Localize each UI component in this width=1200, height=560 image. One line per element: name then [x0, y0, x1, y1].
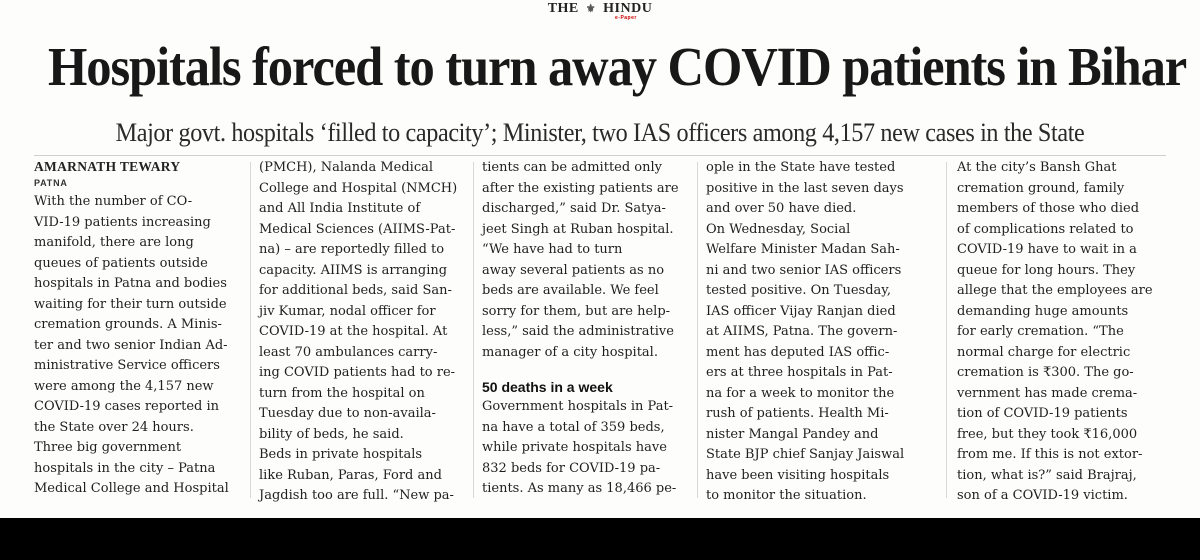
text-line: manager of a city hospital. — [482, 344, 658, 360]
text-line: while private hospitals have — [482, 440, 667, 455]
text-line: tion, what is?” said Brajraj, — [957, 467, 1137, 483]
text-line: Tuesday due to non-availa- — [259, 406, 436, 421]
text-line: tients. As many as 18,466 pe- — [482, 481, 677, 496]
text-line: capacity. AIIMS is arranging — [259, 262, 448, 278]
text-line: rush of patients. Health Mi- — [706, 406, 889, 421]
text-line: hospitals in Patna and bodies — [34, 276, 227, 291]
byline: AMARNATH TEWARY — [34, 159, 181, 174]
text-line: have been visiting hospitals — [706, 467, 890, 483]
text-line: to monitor the situation. — [706, 488, 867, 503]
text-line: ing COVID patients had to re- — [259, 365, 456, 380]
text-line: manifold, there are long — [34, 235, 194, 250]
article-column-5 — [957, 158, 1167, 507]
column-3-body-b — [482, 397, 692, 500]
text-line: State BJP chief Sanjay Jaiswal — [706, 447, 905, 462]
text-line: demanding huge amounts — [957, 303, 1129, 319]
text-line: “We have had to turn — [482, 242, 623, 257]
text-line: jeet Singh at Ruban hospital. — [482, 221, 674, 237]
column-divider — [697, 162, 698, 498]
text-line: vernment has made crema- — [957, 385, 1138, 401]
text-line: ople in the State have tested — [706, 160, 896, 175]
text-line: members of those who died — [957, 201, 1140, 216]
text-line: VID-19 patients increasing — [34, 214, 211, 230]
text-line: away several patients as no — [482, 262, 665, 278]
text-line: 832 beds for COVID-19 pa- — [482, 460, 661, 476]
divider-rule — [34, 155, 1166, 156]
subhead: Major govt. hospitals ‘filled to capacity’; Minister, two IAS officers among 4,157 new cases in the State — [115, 118, 1085, 147]
text-line: ers at three hospitals in Pat- — [706, 365, 893, 380]
text-line: ter and two senior Indian Ad- — [34, 337, 228, 353]
text-line: cremation grounds. A Minis- — [34, 317, 222, 332]
column-1-body — [34, 192, 244, 500]
text-line: and All India Institute of — [259, 201, 421, 216]
text-line: With the number of CO- — [34, 194, 193, 209]
text-line: were among the 4,157 new — [34, 378, 214, 394]
text-line: na have a total of 359 beds, — [482, 419, 665, 435]
text-line: ment has deputed IAS offic- — [706, 344, 890, 360]
text-line: for early cremation. “The — [957, 324, 1124, 339]
column-3-body-a — [482, 158, 692, 363]
text-line: normal charge for electric — [957, 344, 1131, 360]
text-line: sorry for them, but are help- — [482, 303, 671, 319]
column-5-body — [957, 158, 1167, 507]
text-line: like Ruban, Paras, Ford and — [259, 467, 442, 483]
text-line: ni and two senior IAS officers — [706, 262, 902, 278]
text-line: queue for long hours. They — [957, 262, 1136, 278]
article-column-2 — [259, 158, 469, 507]
text-line: COVID-19 cases reported in — [34, 399, 220, 414]
text-line: Medical Sciences (AIIMS-Pat- — [259, 221, 456, 237]
text-line: for additional beds, said San- — [259, 283, 452, 298]
text-line: free, but they took ₹16,000 — [957, 426, 1138, 442]
text-line: COVID-19 at the hospital. At — [259, 324, 448, 339]
text-line: bility of beds, he said. — [259, 426, 404, 442]
text-line: cremation ground, family — [957, 180, 1125, 196]
text-line: (PMCH), Nalanda Medical — [259, 160, 434, 175]
text-line: the State over 24 hours. — [34, 419, 194, 435]
text-line: On Wednesday, Social — [706, 221, 851, 237]
bottom-black-bar — [0, 518, 1200, 560]
text-line: of complications related to — [957, 221, 1134, 237]
text-line: son of a COVID-19 victim. — [957, 488, 1128, 503]
text-line: waiting for their turn outside — [34, 296, 227, 312]
text-line: IAS officer Vijay Ranjan died — [706, 303, 896, 319]
text-line: na) – are reportedly filled to — [259, 242, 445, 257]
text-line: after the existing patients are — [482, 180, 679, 196]
text-line: positive in the last seven days — [706, 180, 904, 196]
text-line: tion of COVID-19 patients — [957, 406, 1128, 421]
text-line: na for a week to monitor the — [706, 385, 895, 401]
masthead-hindu: HINDU — [603, 1, 653, 16]
column-divider — [946, 162, 947, 498]
text-line: nister Mangal Pandey and — [706, 426, 879, 442]
text-line: at AIIMS, Patna. The govern- — [706, 324, 898, 339]
text-line: At the city’s Bansh Ghat — [957, 160, 1117, 175]
column-4-body — [706, 158, 916, 507]
masthead — [0, 1, 1200, 21]
text-line: College and Hospital (NMCH) — [259, 180, 458, 196]
text-line: Beds in private hospitals — [259, 447, 423, 462]
crest-icon: ⚜ — [585, 3, 597, 15]
section-heading: 50 deaths in a week — [482, 379, 613, 395]
article-column-1 — [34, 158, 244, 500]
text-line: Medical College and Hospital — [34, 481, 229, 496]
text-line: ministrative Service officers — [34, 358, 220, 373]
text-line: COVID-19 have to wait in a — [957, 242, 1137, 257]
masthead-the: THE — [547, 1, 579, 16]
text-line: queues of patients outside — [34, 255, 208, 271]
text-line: turn from the hospital on — [259, 385, 425, 401]
text-line: Jagdish too are full. “New pa- — [259, 488, 454, 503]
text-line: less,” said the administrative — [482, 324, 674, 339]
text-line: Welfare Minister Madan Sah- — [706, 242, 900, 257]
text-line: least 70 ambulances carry- — [259, 344, 438, 360]
text-line: tients can be admitted only — [482, 160, 663, 175]
text-line: Three big government — [34, 440, 182, 455]
text-line: cremation is ₹300. The go- — [957, 365, 1134, 380]
text-line: discharged,” said Dr. Satya- — [482, 201, 666, 216]
text-line: tested positive. On Tuesday, — [706, 283, 892, 298]
epaper-tag: e-Paper — [615, 15, 637, 21]
article-column-3 — [482, 158, 692, 500]
text-line: from me. If this is not extor- — [957, 447, 1143, 462]
text-line: hospitals in the city – Patna — [34, 460, 216, 476]
text-line: and over 50 have died. — [706, 201, 857, 216]
dateline: PATNA — [34, 178, 68, 188]
text-line: Government hospitals in Pat- — [482, 399, 674, 414]
column-divider — [473, 162, 474, 498]
text-line: allege that the employees are — [957, 283, 1153, 298]
article-column-4 — [706, 158, 916, 507]
text-line: beds are available. We feel — [482, 283, 659, 298]
column-2-body — [259, 158, 469, 507]
text-line: jiv Kumar, nodal officer for — [259, 303, 436, 319]
headline: Hospitals forced to turn away COVID patients in Bihar — [48, 36, 1187, 97]
column-divider — [250, 162, 251, 498]
